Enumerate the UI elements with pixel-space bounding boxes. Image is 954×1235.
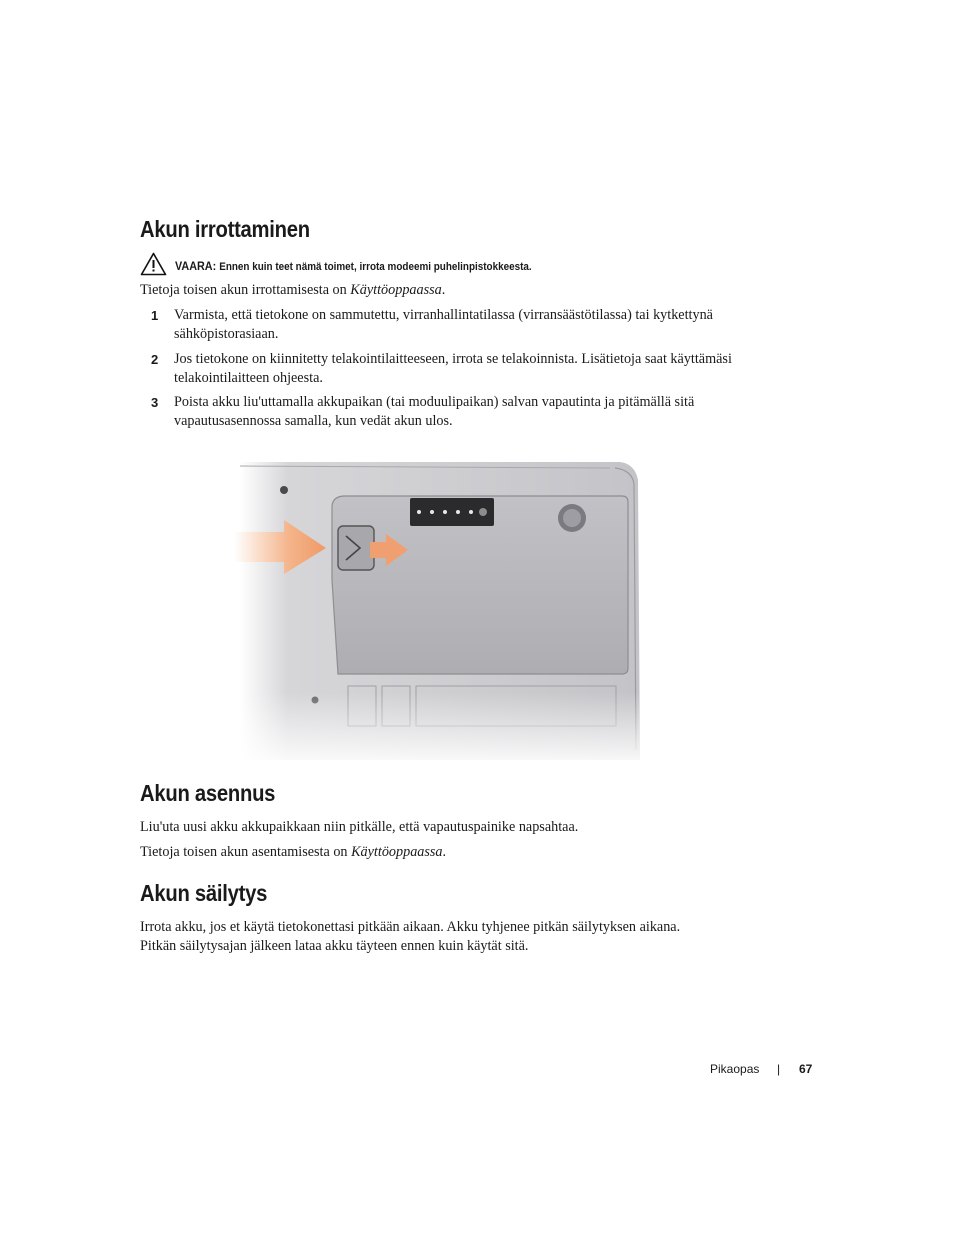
remove-intro xyxy=(140,281,445,300)
install-reference-end: . xyxy=(442,844,447,860)
remove-intro-end: . xyxy=(441,282,446,298)
storage-line-2: Pitkän säilytysajan jälkeen lataa akku täyteen ennen kuin käytät sitä. xyxy=(140,938,529,954)
install-reference-link: Käyttöoppaassa xyxy=(351,844,443,860)
footer-label: Pikaopas xyxy=(710,1062,760,1076)
remove-intro-text: Tietoja toisen akun irrottamisesta on xyxy=(140,282,351,298)
warning-text: Ennen kuin teet nämä toimet, irrota modeemi puhelinpistokkeesta. xyxy=(219,261,532,273)
step-number: 2 xyxy=(151,352,159,367)
warning-triangle-icon xyxy=(140,252,167,276)
step-number: 3 xyxy=(151,395,159,410)
battery-removal-illustration xyxy=(220,460,650,770)
heading-remove-battery: Akun irrottaminen xyxy=(140,216,310,242)
page-number: 67 xyxy=(799,1062,813,1076)
warning-label: VAARA: xyxy=(175,259,217,273)
page-footer xyxy=(700,1062,816,1080)
install-paragraph: Liu'uta uusi akku akkupaikkaan niin pitkälle, että vapautuspainike napsahtaa. xyxy=(140,819,579,835)
heading-battery-storage: Akun säilytys xyxy=(140,880,268,906)
install-reference xyxy=(140,843,446,862)
step-text: Jos tietokone on kiinnitetty telakointilaitteeseen, irrota se telakoinnista. Lisätietoja saat käyttämäsi telakointilaitteen ohjeesta. xyxy=(174,351,732,386)
step-text: Varmista, että tietokone on sammutettu, virranhallintatilassa (virransäästötilassa) tai kytkettynä sähköpistorasiaan. xyxy=(174,307,713,342)
heading-install-battery: Akun asennus xyxy=(140,780,276,806)
install-reference-text: Tietoja toisen akun asentamisesta on xyxy=(140,844,352,860)
remove-intro-link: Käyttöoppaassa xyxy=(350,282,442,298)
step-text: Poista akku liu'uttamalla akkupaikan (tai moduulipaikan) salvan vapautinta ja pitämällä sitä vapautusasennossa samalla, kun vedät akun ulos. xyxy=(174,394,695,429)
step-number: 1 xyxy=(151,308,159,323)
storage-line-1: Irrota akku, jos et käytä tietokonettasi pitkään aikaan. Akku tyhjenee pitkän säilytyksen aikana. xyxy=(140,919,681,935)
footer-separator: | xyxy=(777,1062,781,1076)
